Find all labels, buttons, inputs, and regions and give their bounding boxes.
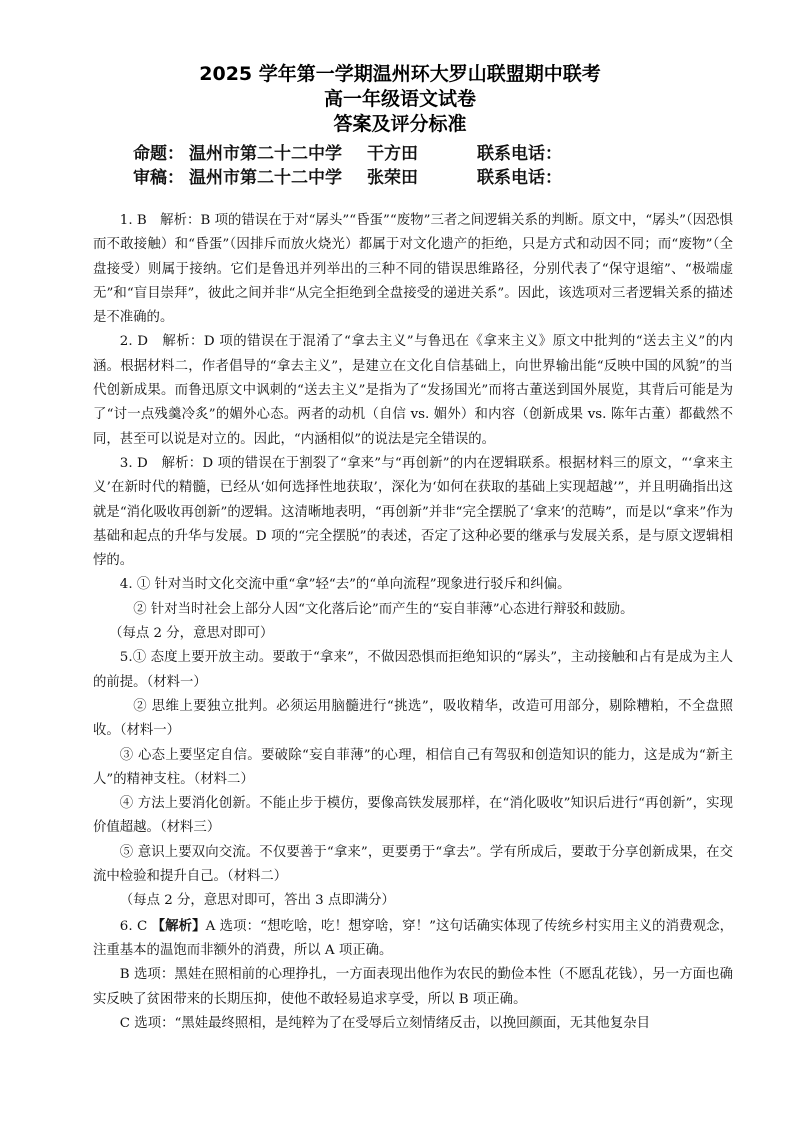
- author-phone-label: 联系电话：: [477, 144, 562, 164]
- answer-q6-analysis-label: 【解析】: [151, 917, 206, 934]
- answer-key-heading: 答案及评分标准: [333, 113, 467, 135]
- author-name: 干方田: [367, 144, 418, 164]
- exam-title: 2025 学年第一学期温州环大罗山联盟期中联考: [199, 63, 601, 85]
- exam-subtitle: 高一年级语文试卷: [323, 88, 476, 110]
- answer-q6-number: 6. C: [119, 918, 152, 934]
- author-label: 命题：: [133, 144, 184, 164]
- answer-q5-point2: ② 思维上要独立批判。必须运用脑髓进行“挑选”，吸收精华，改造可用部分，剔除糟粕，不全盘照收。（材料一）: [93, 698, 733, 739]
- answer-q5-point4: ④ 方法上要消化创新。不能止步于模仿，要像高铁发展那样，在“消化吸收”知识后进行“再创新”，实现价值超越。（材料三）: [93, 796, 733, 836]
- answer-q4-point2: ② 针对当时社会上部分人因“文化落后论”而产生的“妄自菲薄”心态进行辩驳和鼓励。: [133, 601, 634, 617]
- answer-q5-point3: ③ 心态上要坚定自信。要破除“妄自菲薄”的心理，相信自己有驾驭和创造知识的能力，这是成为“新主人”的精神支柱。（材料二）: [93, 747, 733, 787]
- answer-q6-c: C 选项：“黑娃最终照相，是纯粹为了在受辱后立刻情绪反击，以挽回颜面，无其他复杂目: [119, 1015, 650, 1031]
- answer-q5-point1: 5.① 态度上要开放主动。要敢于“拿来”，不做因恐惧而拒绝知识的“孱头”，主动接触和占有是成为主人的前提。（材料一）: [93, 650, 733, 690]
- answer-q5-scoring-note: （每点 2 分，意思对即可，答出 3 点即满分）: [119, 893, 395, 909]
- document-header: [0, 62, 800, 137]
- reviewer-school: 温州市第二十二中学: [189, 168, 342, 188]
- answer-q5-point5: ⑤ 意识上要双向交流。不仅要善于“拿来”，更要勇于“拿去”。学有所成后，要敢于分享创新成果，在交流中检验和提升自己。（材料二）: [93, 844, 733, 885]
- answer-q2: 2. D 解析：D 项的错误在于混淆了“拿去主义”与鲁迅在《拿来主义》原文中批判的“送去主义”的内涵。根据材料二，作者倡导的“拿去主义”，是建立在文化自信基础上，向世界输出能“反映中国的风貌”的当代创新成果。而鲁迅原文中讽刺的“送去主义”是指为了“发扬国光”而将古董送到国外展览，其背后可能是为了“讨一点残羹冷炙”的媚外心态。两者的动机（自信 vs. 媚外）和内容（创新成果 vs. 陈年古董）都截然不同，甚至可以说是对立的。因此，“内涵相似”的说法是完全错误的。: [93, 334, 733, 447]
- reviewer-label: 审稿：: [133, 168, 184, 188]
- answer-q6-b: B 选项：黑娃在照相前的心理挣扎，一方面表现出他作为农民的勤俭本性（不愿乱花钱），另一方面也确实反映了贫困带来的长期压抑，使他不敢轻易追求享受，所以 B 项正确。: [93, 967, 733, 1007]
- reviewer-phone-label: 联系电话：: [477, 168, 562, 188]
- answer-q4-point1: 4. ① 针对当时文化交流中重“拿”轻“去”的“单向流程”现象进行驳斥和纠偏。: [119, 577, 571, 593]
- answer-q6-a: [93, 914, 733, 964]
- author-school: 温州市第二十二中学: [189, 144, 342, 164]
- answer-q6-option-a: A 选项：“想吃啥，吃！想穿啥，穿！”这句话确实体现了传统乡村实用主义的消费观念，注重基本的温饱而非额外的消费，所以 A 项正确。: [93, 918, 733, 958]
- reviewer-name: 张荣田: [367, 168, 418, 188]
- author-row: [133, 141, 693, 167]
- answer-q1: 1. B 解析：B 项的错误在于对“孱头”“昏蛋”“废物”三者之间逻辑关系的判断。原文中，“孱头”（因恐惧而不敢接触）和“昏蛋”（因排斥而放火烧光）都属于对文化遗产的拒绝，只是方式和动因不同；而“废物”（全盘接受）则属于接纳。它们是鲁迅并列举出的三种不同的错误思维路径，分别代表了“保守退缩”、“极端虚无”和“盲目崇拜”，彼此之间并非“从完全拒绝到全盘接受的递进关系”。因此，该选项对三者逻辑关系的描述是不准确的。: [93, 213, 733, 326]
- answer-body: [93, 209, 733, 1036]
- reviewer-row: [133, 165, 693, 191]
- answer-q4-scoring-note: （每点 2 分，意思对即可）: [109, 626, 274, 642]
- answer-q3: 3. D 解析：D 项的错误在于割裂了“拿来”与“再创新”的内在逻辑联系。根据材料三的原文，“‘拿来主义’在新时代的精髓，已经从‘如何选择性地获取’，深化为‘如何在获取的基础上实现超越’”，并且明确指出这就是“消化吸收再创新”的逻辑。这清晰地表明，“再创新”并非“完全摆脱了‘拿来’的范畴”，而是以“拿来”作为基础和起点的升华与发展。D 项的“完全摆脱”的表述，否定了这种必要的继承与发展关系，是与原文逻辑相悖的。: [93, 455, 733, 569]
